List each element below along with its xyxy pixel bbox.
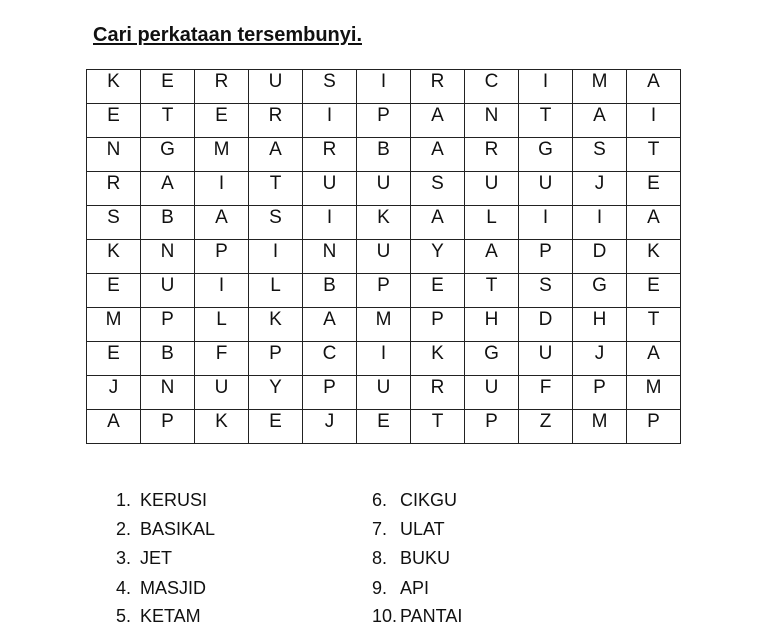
grid-cell[interactable]: K <box>357 206 411 240</box>
word-list-item <box>116 548 172 569</box>
grid-cell[interactable]: S <box>303 70 357 104</box>
grid-cell[interactable]: G <box>465 342 519 376</box>
grid-cell[interactable]: M <box>357 308 411 342</box>
grid-row <box>87 308 681 342</box>
grid-cell[interactable]: F <box>195 342 249 376</box>
word-text: PANTAI <box>400 606 463 626</box>
grid-cell[interactable]: C <box>465 70 519 104</box>
grid-cell[interactable]: A <box>141 172 195 206</box>
grid-cell[interactable]: J <box>573 342 627 376</box>
grid-cell[interactable]: I <box>573 206 627 240</box>
word-search-grid <box>86 69 681 444</box>
grid-cell[interactable]: E <box>411 274 465 308</box>
grid-cell[interactable]: E <box>87 104 141 138</box>
grid-cell[interactable]: H <box>465 308 519 342</box>
grid-cell[interactable]: U <box>141 274 195 308</box>
grid-cell[interactable]: P <box>141 308 195 342</box>
grid-cell[interactable]: B <box>141 342 195 376</box>
grid-cell[interactable]: M <box>195 138 249 172</box>
grid-cell[interactable]: G <box>141 138 195 172</box>
grid-cell[interactable]: R <box>195 70 249 104</box>
grid-cell[interactable]: N <box>141 376 195 410</box>
grid-cell[interactable]: E <box>87 342 141 376</box>
grid-cell[interactable]: A <box>627 342 681 376</box>
word-list-item <box>372 490 457 511</box>
word-text: BUKU <box>400 548 451 568</box>
grid-cell[interactable]: A <box>411 138 465 172</box>
grid-cell[interactable]: P <box>519 240 573 274</box>
grid-cell[interactable]: T <box>465 274 519 308</box>
grid-cell[interactable]: U <box>249 70 303 104</box>
grid-cell[interactable]: S <box>411 172 465 206</box>
grid-cell[interactable]: U <box>519 342 573 376</box>
grid-cell[interactable]: R <box>411 376 465 410</box>
grid-cell[interactable]: K <box>627 240 681 274</box>
grid-row <box>87 274 681 308</box>
grid-cell[interactable]: Y <box>411 240 465 274</box>
grid-cell[interactable]: T <box>411 410 465 444</box>
grid-cell[interactable]: R <box>465 138 519 172</box>
grid-cell[interactable]: P <box>627 410 681 444</box>
grid-cell[interactable]: T <box>141 104 195 138</box>
grid-cell[interactable]: P <box>249 342 303 376</box>
grid-cell[interactable]: S <box>249 206 303 240</box>
word-list-item <box>116 519 215 540</box>
worksheet-title: Cari perkataan tersembunyi. <box>93 24 362 46</box>
grid-cell[interactable]: B <box>141 206 195 240</box>
grid-cell[interactable]: N <box>87 138 141 172</box>
grid-cell[interactable]: I <box>519 206 573 240</box>
word-list-item <box>116 578 206 599</box>
grid-row <box>87 240 681 274</box>
grid-row <box>87 138 681 172</box>
grid-cell[interactable]: T <box>627 308 681 342</box>
grid-row <box>87 376 681 410</box>
grid-cell[interactable]: U <box>303 172 357 206</box>
grid-cell[interactable]: T <box>519 104 573 138</box>
grid-cell[interactable]: I <box>519 70 573 104</box>
grid-cell[interactable]: L <box>465 206 519 240</box>
grid-cell[interactable]: B <box>357 138 411 172</box>
grid-cell[interactable]: I <box>303 206 357 240</box>
grid-cell[interactable]: U <box>519 172 573 206</box>
word-list-item <box>372 606 462 627</box>
grid-cell[interactable]: N <box>303 240 357 274</box>
grid-cell[interactable]: J <box>573 172 627 206</box>
grid-cell[interactable]: M <box>573 70 627 104</box>
word-list-item <box>116 606 201 627</box>
grid-cell[interactable]: A <box>195 206 249 240</box>
grid-cell[interactable]: S <box>573 138 627 172</box>
grid-cell[interactable]: F <box>519 376 573 410</box>
grid-row <box>87 104 681 138</box>
word-list-item <box>372 519 445 540</box>
grid-cell[interactable]: P <box>357 274 411 308</box>
word-text: KETAM <box>140 606 201 626</box>
grid-cell[interactable]: Y <box>249 376 303 410</box>
grid-cell[interactable]: P <box>573 376 627 410</box>
grid-cell[interactable]: D <box>573 240 627 274</box>
grid-cell[interactable]: A <box>627 70 681 104</box>
grid-cell[interactable]: A <box>627 206 681 240</box>
word-number: 4. <box>116 578 132 598</box>
grid-cell[interactable]: P <box>411 308 465 342</box>
grid-cell[interactable]: K <box>87 70 141 104</box>
word-list-item <box>116 490 207 511</box>
grid-cell[interactable]: E <box>141 70 195 104</box>
grid-cell[interactable]: E <box>627 274 681 308</box>
grid-cell[interactable]: R <box>249 104 303 138</box>
word-number: 7. <box>372 519 388 539</box>
grid-cell[interactable]: N <box>141 240 195 274</box>
grid-cell[interactable]: A <box>411 104 465 138</box>
grid-cell[interactable]: T <box>627 138 681 172</box>
grid-row <box>87 70 681 104</box>
grid-cell[interactable]: K <box>249 308 303 342</box>
grid-cell[interactable]: R <box>87 172 141 206</box>
grid-cell[interactable]: A <box>87 410 141 444</box>
grid-cell[interactable]: I <box>357 342 411 376</box>
word-text: API <box>400 578 430 598</box>
grid-cell[interactable]: R <box>303 138 357 172</box>
grid-cell[interactable]: P <box>303 376 357 410</box>
grid-cell[interactable]: H <box>573 308 627 342</box>
grid-cell[interactable]: E <box>249 410 303 444</box>
grid-cell[interactable]: U <box>465 376 519 410</box>
grid-row <box>87 342 681 376</box>
grid-cell[interactable]: L <box>195 308 249 342</box>
grid-cell[interactable]: A <box>573 104 627 138</box>
grid-cell[interactable]: C <box>303 342 357 376</box>
grid-cell[interactable]: U <box>465 172 519 206</box>
word-text: CIKGU <box>400 490 458 510</box>
word-text: KERUSI <box>140 490 208 510</box>
grid-cell[interactable]: G <box>573 274 627 308</box>
grid-cell[interactable]: U <box>357 376 411 410</box>
grid-cell[interactable]: I <box>195 274 249 308</box>
word-number: 8. <box>372 548 388 568</box>
grid-cell[interactable]: S <box>87 206 141 240</box>
grid-cell[interactable]: P <box>141 410 195 444</box>
grid-cell[interactable]: I <box>357 70 411 104</box>
grid-cell[interactable]: A <box>303 308 357 342</box>
grid-cell[interactable]: K <box>87 240 141 274</box>
grid-cell[interactable]: M <box>573 410 627 444</box>
grid-cell[interactable]: U <box>195 376 249 410</box>
word-text: ULAT <box>400 519 445 539</box>
word-list-item <box>372 548 450 569</box>
grid-cell[interactable]: I <box>195 172 249 206</box>
word-list-item <box>372 578 429 599</box>
word-text: BASIKAL <box>140 519 216 539</box>
grid-cell[interactable]: T <box>249 172 303 206</box>
grid-row <box>87 206 681 240</box>
grid-cell[interactable]: E <box>195 104 249 138</box>
word-text: JET <box>140 548 173 568</box>
grid-cell[interactable]: I <box>249 240 303 274</box>
word-number: 1. <box>116 490 132 510</box>
grid-cell[interactable]: I <box>627 104 681 138</box>
grid-cell[interactable]: P <box>465 410 519 444</box>
grid-cell[interactable]: K <box>411 342 465 376</box>
grid-row <box>87 410 681 444</box>
grid-cell[interactable]: B <box>303 274 357 308</box>
grid-cell[interactable]: S <box>519 274 573 308</box>
word-number: 9. <box>372 578 388 598</box>
word-number: 10. <box>372 606 398 626</box>
grid-cell[interactable]: E <box>627 172 681 206</box>
grid-cell[interactable]: L <box>249 274 303 308</box>
grid-cell[interactable]: K <box>195 410 249 444</box>
grid-cell[interactable]: J <box>87 376 141 410</box>
grid-cell[interactable]: D <box>519 308 573 342</box>
grid-cell[interactable]: P <box>357 104 411 138</box>
word-text: MASJID <box>140 578 207 598</box>
grid-cell[interactable]: I <box>303 104 357 138</box>
grid-cell[interactable]: U <box>357 240 411 274</box>
grid-cell[interactable]: M <box>87 308 141 342</box>
grid-cell[interactable]: G <box>519 138 573 172</box>
grid-cell[interactable]: N <box>465 104 519 138</box>
grid-cell[interactable]: A <box>411 206 465 240</box>
grid-cell[interactable]: M <box>627 376 681 410</box>
grid-cell[interactable]: U <box>357 172 411 206</box>
word-number: 2. <box>116 519 132 539</box>
word-number: 6. <box>372 490 388 510</box>
grid-cell[interactable]: E <box>87 274 141 308</box>
word-number: 5. <box>116 606 132 626</box>
grid-cell[interactable]: A <box>249 138 303 172</box>
grid-cell[interactable]: A <box>465 240 519 274</box>
grid-cell[interactable]: R <box>411 70 465 104</box>
word-number: 3. <box>116 548 132 568</box>
grid-cell[interactable]: Z <box>519 410 573 444</box>
grid-cell[interactable]: E <box>357 410 411 444</box>
grid-cell[interactable]: P <box>195 240 249 274</box>
grid-row <box>87 172 681 206</box>
grid-cell[interactable]: J <box>303 410 357 444</box>
